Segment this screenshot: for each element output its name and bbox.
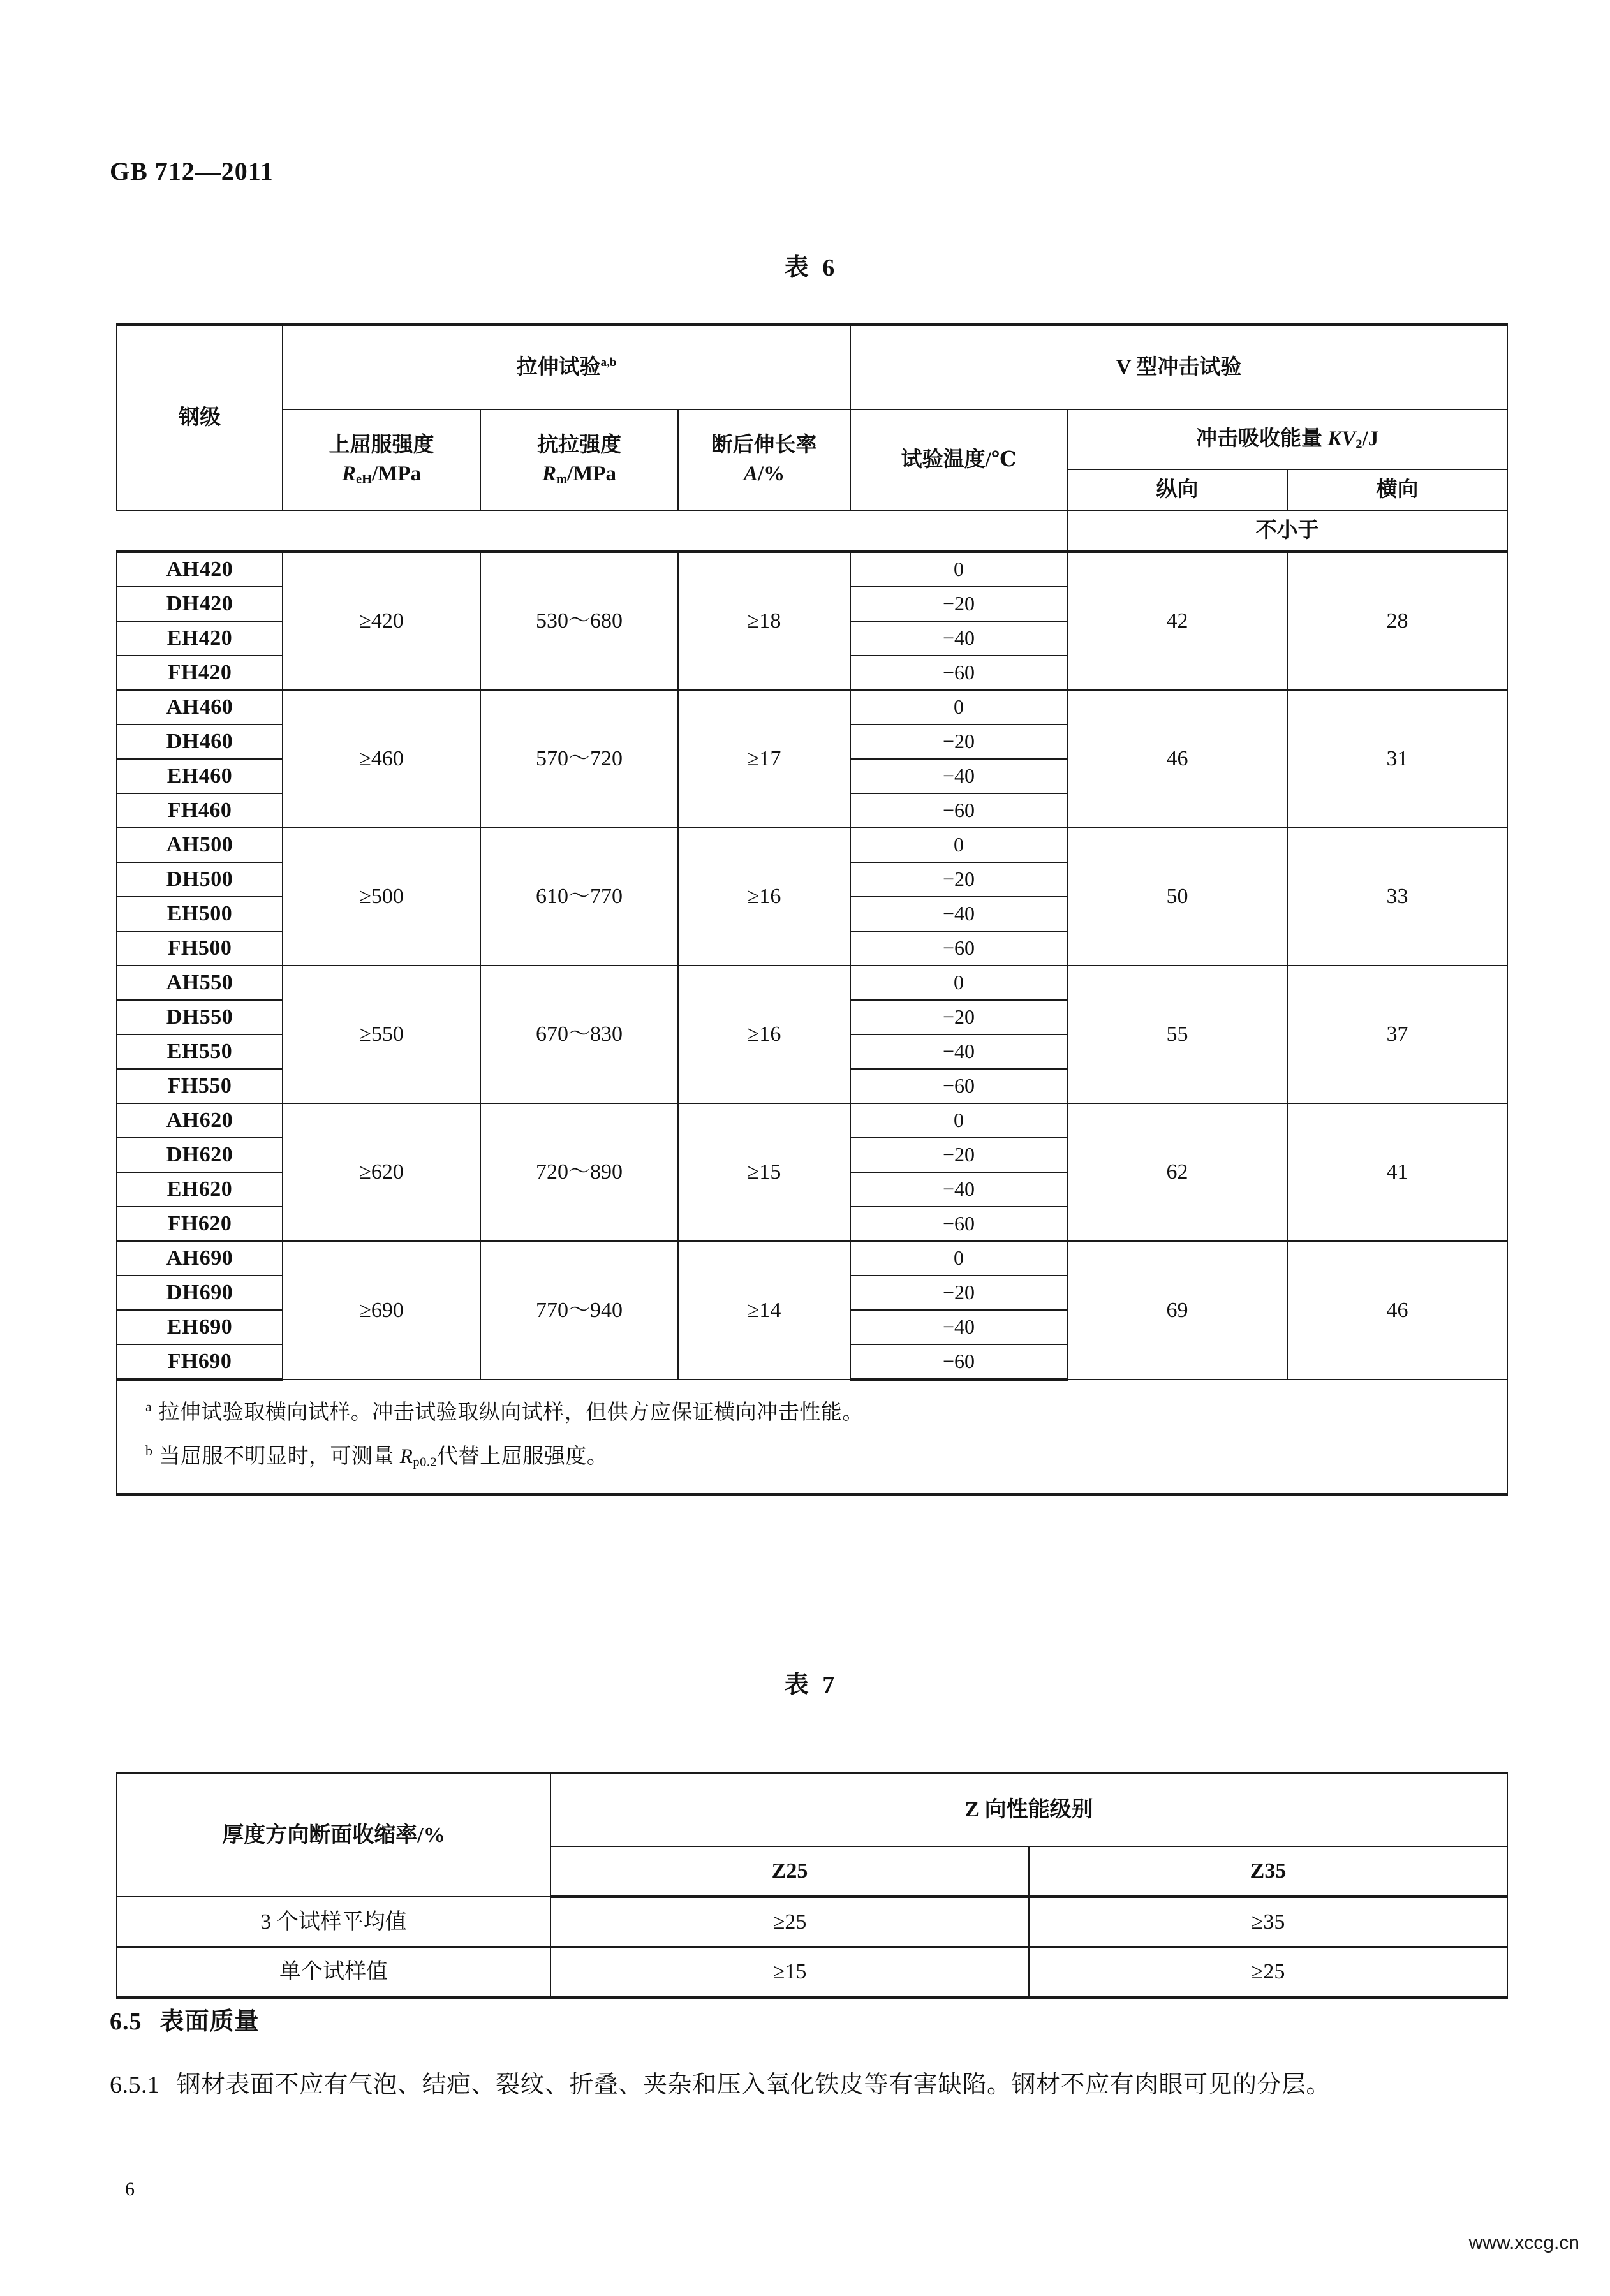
page-number: 6	[125, 2179, 135, 2200]
energy-transverse-value: 33	[1287, 828, 1507, 966]
table7-col-z25: Z25	[550, 1846, 1029, 1897]
table7-row-label: 单个试样值	[117, 1947, 550, 1998]
upper-yield-value: ≥550	[283, 966, 480, 1103]
site-watermark: www.xccg.cn	[1468, 2232, 1579, 2253]
grade-cell: FH690	[117, 1344, 283, 1380]
tensile-strength-value: 720～890	[480, 1103, 678, 1241]
table7-cell-value: ≥25	[550, 1897, 1029, 1947]
grade-cell: EH550	[117, 1034, 283, 1069]
tensile-strength-value: 610～770	[480, 828, 678, 966]
grade-cell: AH550	[117, 966, 283, 1000]
elongation-symbol: A/%	[743, 462, 785, 485]
energy-longitudinal-value: 55	[1067, 966, 1287, 1103]
energy-longitudinal-value: 50	[1067, 828, 1287, 966]
table6-footnotes-row	[117, 1380, 1507, 1494]
temperature-cell: −20	[850, 1138, 1067, 1172]
tensile-group-label: 拉伸试验	[516, 355, 601, 379]
upper-yield-symbol: $R_{eH}$/MPa	[342, 462, 421, 487]
standard-code-header: GB 712—2011	[110, 157, 274, 186]
temperature-cell: −60	[850, 1207, 1067, 1241]
upper-yield-value: ≥620	[283, 1103, 480, 1241]
tensile-strength-symbol: $R_m$/MPa	[542, 462, 617, 487]
table6-col-impact-group: V 型冲击试验	[850, 325, 1507, 409]
grade-cell: EH420	[117, 621, 283, 656]
table6-col-longitudinal: 纵向	[1067, 469, 1287, 510]
elongation-value: ≥14	[678, 1241, 850, 1380]
temperature-cell: −60	[850, 793, 1067, 828]
footnote-b: $^b$ 当屈服不明显时，可测量 $R_{p0.2}$代替上屈服强度。	[145, 1442, 609, 1469]
energy-transverse-value: 46	[1287, 1241, 1507, 1380]
energy-transverse-value: 28	[1287, 552, 1507, 690]
elongation-value: ≥16	[678, 966, 850, 1103]
temperature-cell: −40	[850, 1172, 1067, 1207]
table-row	[117, 1103, 1507, 1138]
paragraph-6-5-1	[110, 2061, 1513, 2108]
table-7	[116, 1772, 1508, 1999]
tensile-strength-value: 570～720	[480, 690, 678, 828]
temperature-cell: −60	[850, 656, 1067, 690]
elongation-value: ≥16	[678, 828, 850, 966]
table6-col-grade: 钢级	[117, 325, 283, 510]
grade-cell: EH500	[117, 897, 283, 931]
grade-cell: AH690	[117, 1241, 283, 1276]
grade-cell: EH690	[117, 1310, 283, 1344]
section-heading-6-5	[110, 2001, 1513, 2036]
temperature-cell: 0	[850, 966, 1067, 1000]
upper-yield-value: ≥420	[283, 552, 480, 690]
tensile-strength-value: 530～680	[480, 552, 678, 690]
temperature-cell: 0	[850, 1103, 1067, 1138]
temperature-cell: −60	[850, 931, 1067, 966]
grade-cell: DH420	[117, 587, 283, 621]
table6-col-test-temperature: 试验温度/℃	[850, 409, 1067, 510]
tensile-strength-label: 抗拉强度	[537, 434, 621, 457]
grade-cell: EH460	[117, 759, 283, 793]
energy-longitudinal-value: 62	[1067, 1103, 1287, 1241]
grade-cell: DH460	[117, 725, 283, 759]
grade-cell: AH460	[117, 690, 283, 725]
table6-footnotes	[117, 1380, 1507, 1494]
section-title: 表面质量	[159, 2008, 260, 2035]
grade-cell: AH420	[117, 552, 283, 587]
temperature-cell: −40	[850, 897, 1067, 931]
table7-row-header: 厚度方向断面收缩率/%	[117, 1773, 550, 1897]
table7-group-header: Z 向性能级别	[550, 1773, 1507, 1846]
table6-col-upper-yield	[283, 409, 480, 510]
temperature-cell: −40	[850, 621, 1067, 656]
paragraph-text: 钢材表面不应有气泡、结疤、裂纹、折叠、夹杂和压入氧化铁皮等有害缺陷。钢材不应有肉眼可见的分层。	[176, 2072, 1331, 2098]
table-row	[117, 690, 1507, 725]
table7-col-z35: Z35	[1029, 1846, 1507, 1897]
table6-col-transverse: 横向	[1287, 469, 1507, 510]
grade-cell: FH460	[117, 793, 283, 828]
table-6	[116, 323, 1508, 1496]
energy-longitudinal-value: 69	[1067, 1241, 1287, 1380]
temperature-cell: 0	[850, 690, 1067, 725]
temperature-cell: −40	[850, 759, 1067, 793]
table6-spacer-cell	[117, 510, 1067, 552]
tensile-group-footnote-markers: a,b	[600, 355, 617, 369]
temperature-cell: −60	[850, 1344, 1067, 1380]
table7-cell-value: ≥25	[1029, 1947, 1507, 1998]
table-row	[117, 966, 1507, 1000]
grade-cell: AH620	[117, 1103, 283, 1138]
temperature-cell: −40	[850, 1310, 1067, 1344]
tensile-strength-value: 770～940	[480, 1241, 678, 1380]
grade-cell: DH690	[117, 1276, 283, 1310]
table6-col-elongation	[678, 409, 850, 510]
grade-cell: FH500	[117, 931, 283, 966]
energy-transverse-value: 37	[1287, 966, 1507, 1103]
upper-yield-value: ≥460	[283, 690, 480, 828]
table6-col-tensile-group	[283, 325, 850, 409]
energy-longitudinal-value: 42	[1067, 552, 1287, 690]
table7-row-label: 3 个试样平均值	[117, 1897, 550, 1947]
energy-transverse-value: 41	[1287, 1103, 1507, 1241]
footnote-a: $^a$ 拉伸试验取横向试样。冲击试验取纵向试样，但供方应保证横向冲击性能。	[145, 1399, 864, 1424]
table6-caption: 表 6	[784, 254, 839, 281]
table-row	[117, 1897, 1507, 1947]
table7-cell-value: ≥15	[550, 1947, 1029, 1998]
table-row	[117, 552, 1507, 587]
temperature-cell: −20	[850, 862, 1067, 897]
grade-cell: FH550	[117, 1069, 283, 1103]
grade-cell: EH620	[117, 1172, 283, 1207]
upper-yield-value: ≥500	[283, 828, 480, 966]
temperature-cell: −20	[850, 725, 1067, 759]
tensile-strength-value: 670～830	[480, 966, 678, 1103]
elongation-value: ≥15	[678, 1103, 850, 1241]
elongation-value: ≥17	[678, 690, 850, 828]
energy-transverse-value: 31	[1287, 690, 1507, 828]
temperature-cell: −20	[850, 1000, 1067, 1034]
grade-cell: DH500	[117, 862, 283, 897]
elongation-value: ≥18	[678, 552, 850, 690]
grade-cell: DH620	[117, 1138, 283, 1172]
paragraph-number: 6.5.1	[110, 2072, 160, 2098]
grade-cell: DH550	[117, 1000, 283, 1034]
energy-longitudinal-value: 46	[1067, 690, 1287, 828]
table6-not-less-than: 不小于	[1067, 510, 1507, 552]
grade-cell: FH620	[117, 1207, 283, 1241]
table-row	[117, 1241, 1507, 1276]
temperature-cell: 0	[850, 552, 1067, 587]
temperature-cell: 0	[850, 1241, 1067, 1276]
table-row	[117, 828, 1507, 862]
table6-col-absorbed-energy: 冲击吸收能量 $KV_2/J$	[1067, 409, 1507, 469]
temperature-cell: −60	[850, 1069, 1067, 1103]
upper-yield-value: ≥690	[283, 1241, 480, 1380]
temperature-cell: −40	[850, 1034, 1067, 1069]
table7-caption: 表 7	[784, 1672, 839, 1698]
table7-cell-value: ≥35	[1029, 1897, 1507, 1947]
temperature-cell: −20	[850, 587, 1067, 621]
elongation-label: 断后伸长率	[711, 434, 817, 457]
grade-cell: AH500	[117, 828, 283, 862]
temperature-cell: 0	[850, 828, 1067, 862]
grade-cell: FH420	[117, 656, 283, 690]
temperature-cell: −20	[850, 1276, 1067, 1310]
section-number: 6.5	[110, 2008, 142, 2035]
table6-col-tensile-strength	[480, 409, 678, 510]
table-row	[117, 1947, 1507, 1998]
upper-yield-label: 上屈服强度	[329, 434, 434, 457]
